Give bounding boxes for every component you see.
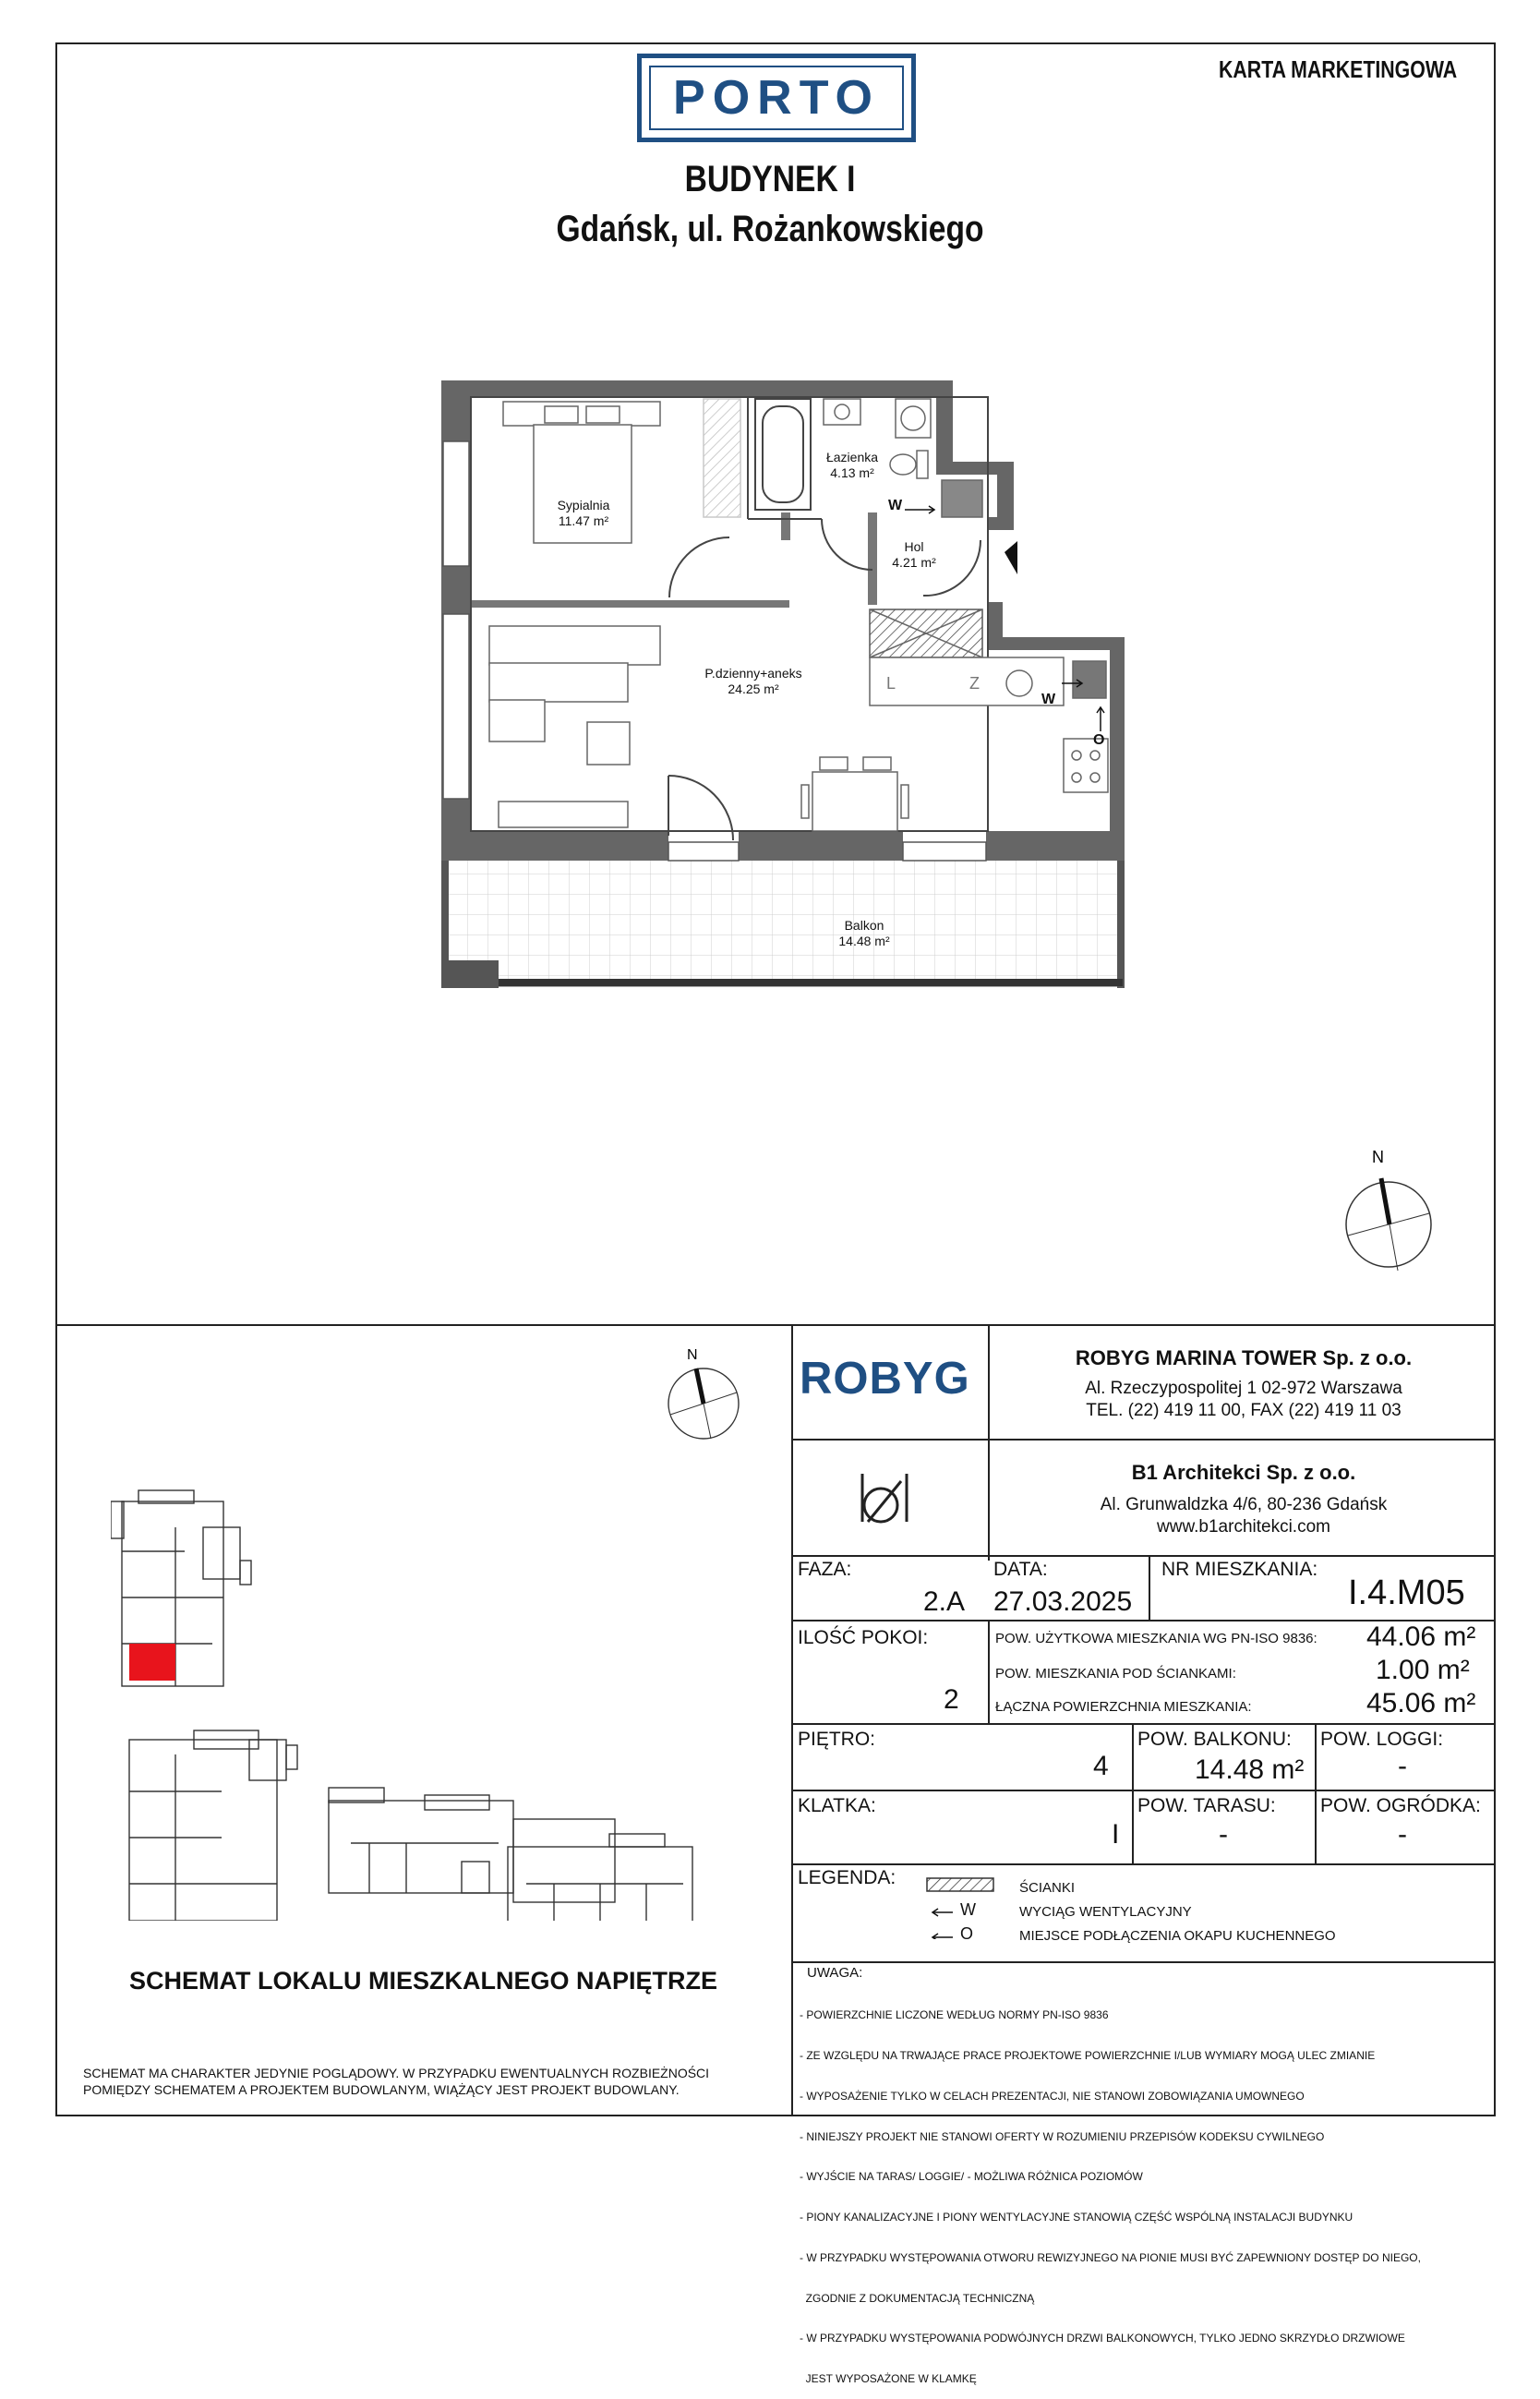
apartment-highlight <box>129 1644 175 1681</box>
bed <box>503 399 740 543</box>
wall-hatch-icon <box>927 1878 993 1891</box>
vent-mark-hall: W <box>888 498 903 513</box>
fridge-mark: L <box>886 674 896 693</box>
uwagi-line: - PIONY KANALIZACYJNE I PIONY WENTYLACYJNE STANOWIĄ CZĘŚĆ WSPÓLNĄ INSTALACJI BUDYNKU <box>800 2211 1354 2224</box>
ogrodek-value: - <box>1398 1819 1407 1850</box>
schema-note-line: SCHEMAT MA CHARAKTER JEDYNIE POGLĄDOWY. W PRZYPADKU EWENTUALNYCH ROZBIEŻNOŚCI <box>83 2066 710 2080</box>
pow-scianki-value: 1.00 m² <box>1376 1655 1470 1685</box>
schema-compass-n: N <box>687 1347 698 1363</box>
vent-mark-kitchen: W <box>1041 692 1056 707</box>
pietro-label: PIĘTRO: <box>798 1729 876 1750</box>
room-hall-name: Hol <box>904 539 924 554</box>
building-schema <box>111 1330 794 1921</box>
pow-uzytkowa-label: POW. UŻYTKOWA MIESZKANIA WG PN-ISO 9836: <box>995 1631 1317 1646</box>
architect-address <box>992 1494 1496 1538</box>
compass-n: N <box>1372 1148 1384 1166</box>
uwagi-line: JEST WYPOSAŻONE W KLAMKĘ <box>800 2372 977 2386</box>
taras-label: POW. TARASU: <box>1137 1795 1276 1816</box>
legend-item: ŚCIANKI <box>1019 1880 1076 1896</box>
sink-mark: Z <box>969 674 980 693</box>
data-value: 27.03.2025 <box>993 1586 1133 1617</box>
legend-label: LEGENDA: <box>798 1867 896 1888</box>
ogrodek-label: POW. OGRÓDKA: <box>1320 1795 1481 1816</box>
uwagi-line: - W PRZYPADKU WYSTĘPOWANIA PODWÓJNYCH DRZWI BALKONOWYCH, TYLKO JEDNO SKRZYDŁO DRZWIOWE <box>800 2332 1405 2345</box>
room-living-area: 24.25 m² <box>728 681 779 696</box>
pow-laczna-label: ŁĄCZNA POWIERZCHNIA MIESZKANIA: <box>995 1699 1252 1715</box>
faza-value: 2.A <box>923 1586 966 1617</box>
room-balcony-area: 14.48 m² <box>838 934 890 948</box>
faza-label: FAZA: <box>798 1559 852 1580</box>
architect-address-line: Al. Grunwaldzka 4/6, 80-236 Gdańsk <box>1100 1495 1388 1514</box>
uwagi-line: - W PRZYPADKU WYSTĘPOWANIA OTWORU REWIZYJNEGO NA PIONIE MUSI BYĆ ZAPEWNIONY DOSTĘP DO NIEGO, <box>800 2250 1421 2264</box>
schema-note <box>83 2065 709 2098</box>
uwagi-line: - WYJŚCIE NA TARAS/ LOGGIE/ - MOŻLIWA RÓŻNICA POZIOMÓW <box>800 2170 1143 2184</box>
uwagi-line: - POWIERZCHNIE LICZONE WEDŁUG NORMY PN-ISO 9836 <box>800 2008 1109 2022</box>
uwagi-line: - WYPOSAŻENIE TYLKO W CELACH PREZENTACJI, NIE STANOWI ZOBOWIĄZANIA UMOWNEGO <box>800 2089 1305 2103</box>
pokoje-value: 2 <box>944 1684 959 1715</box>
pietro-value: 4 <box>1093 1751 1109 1781</box>
pow-scianki-label: POW. MIESZKANIA POD ŚCIANKAMI: <box>995 1666 1236 1682</box>
legend-o-symbol: O <box>960 1924 974 1943</box>
investor-address <box>992 1378 1496 1422</box>
room-balcony-name: Balkon <box>844 918 884 933</box>
uwagi-line: - ZE WZGLĘDU NA TRWAJĄCE PRACE PROJEKTOWE POWIERZCHNIE I/LUB WYMIARY MOGĄ ULEC ZMIANIE <box>800 2048 1376 2062</box>
room-living-name: P.dzienny+aneks <box>704 666 802 681</box>
uwagi-line: - NINIEJSZY PROJEKT NIE STANOWI OFERTY W ROZUMIENIU PRZEPISÓW KODEKSU CYWILNEGO <box>800 2129 1325 2143</box>
uwagi-line: ZGODNIE Z DOKUMENTACJĄ TECHNICZNĄ <box>800 2291 1035 2305</box>
investor-phone: TEL. (22) 419 11 00, FAX (22) 419 11 03 <box>1086 1401 1402 1420</box>
balcony <box>441 859 1125 988</box>
section-divider <box>55 1324 1496 1326</box>
porto-logo: PORTO <box>637 54 916 142</box>
room-bath-name: Łazienka <box>825 450 879 464</box>
schema-note-line: POMIĘDZY SCHEMATEM A PROJEKTEM BUDOWLANYM, WIĄŻĄCY JEST PROJEKT BUDOWLANY. <box>83 2082 680 2097</box>
robyg-logo: ROBYG <box>800 1354 970 1404</box>
klatka-value: I <box>1112 1819 1120 1850</box>
klatka-label: KLATKA: <box>798 1795 876 1816</box>
pow-laczna-value: 45.06 m² <box>1366 1688 1476 1718</box>
doc-type: KARTA MARKETINGOWA <box>1219 55 1458 83</box>
location-title: Gdańsk, ul. Rożankowskiego <box>556 209 984 249</box>
nr-label: NR MIESZKANIA: <box>1161 1559 1318 1580</box>
nr-value: I.4.M05 <box>1348 1573 1465 1612</box>
balkon-value: 14.48 m² <box>1195 1754 1305 1785</box>
pokoje-label: ILOŚĆ POKOI: <box>798 1627 929 1648</box>
investor-name: ROBYG MARINA TOWER Sp. z o.o. <box>1075 1346 1413 1369</box>
b1-logo-icon <box>849 1468 923 1533</box>
schema-title: SCHEMAT LOKALU MIESZKALNEGO NAPIĘTRZE <box>129 1967 717 1995</box>
legend-item: MIEJSCE PODŁĄCZENIA OKAPU KUCHENNEGO <box>1019 1928 1336 1944</box>
loggia-label: POW. LOGGI: <box>1320 1729 1444 1750</box>
room-bedroom-name: Sypialnia <box>557 498 610 512</box>
compass-icon <box>1346 1148 1431 1271</box>
schema-compass-icon <box>668 1347 739 1439</box>
room-bath-area: 4.13 m² <box>830 465 874 480</box>
loggia-value: - <box>1398 1751 1407 1781</box>
pow-uzytkowa-value: 44.06 m² <box>1366 1621 1476 1652</box>
room-bedroom-area: 11.47 m² <box>558 513 609 528</box>
legend-item: WYCIĄG WENTYLACYJNY <box>1019 1904 1192 1920</box>
architect-name: B1 Architekci Sp. z o.o. <box>1131 1461 1356 1484</box>
arrow-left-icon <box>932 1909 953 1939</box>
building-title: BUDYNEK I <box>684 159 856 199</box>
taras-value: - <box>1219 1819 1228 1850</box>
legend-w-symbol: W <box>960 1900 976 1919</box>
architect-web: www.b1architekci.com <box>1157 1517 1330 1537</box>
room-hall-area: 4.21 m² <box>892 555 936 570</box>
data-label: DATA: <box>993 1559 1048 1580</box>
living-furniture <box>489 626 908 831</box>
balkon-label: POW. BALKONU: <box>1137 1729 1292 1750</box>
uwagi-label: UWAGA: <box>807 1965 863 1981</box>
investor-address-line: Al. Rzeczypospolitej 1 02-972 Warszawa <box>1085 1379 1402 1398</box>
uwagi-list <box>800 1982 1421 2399</box>
hood-mark: O <box>1093 732 1105 748</box>
